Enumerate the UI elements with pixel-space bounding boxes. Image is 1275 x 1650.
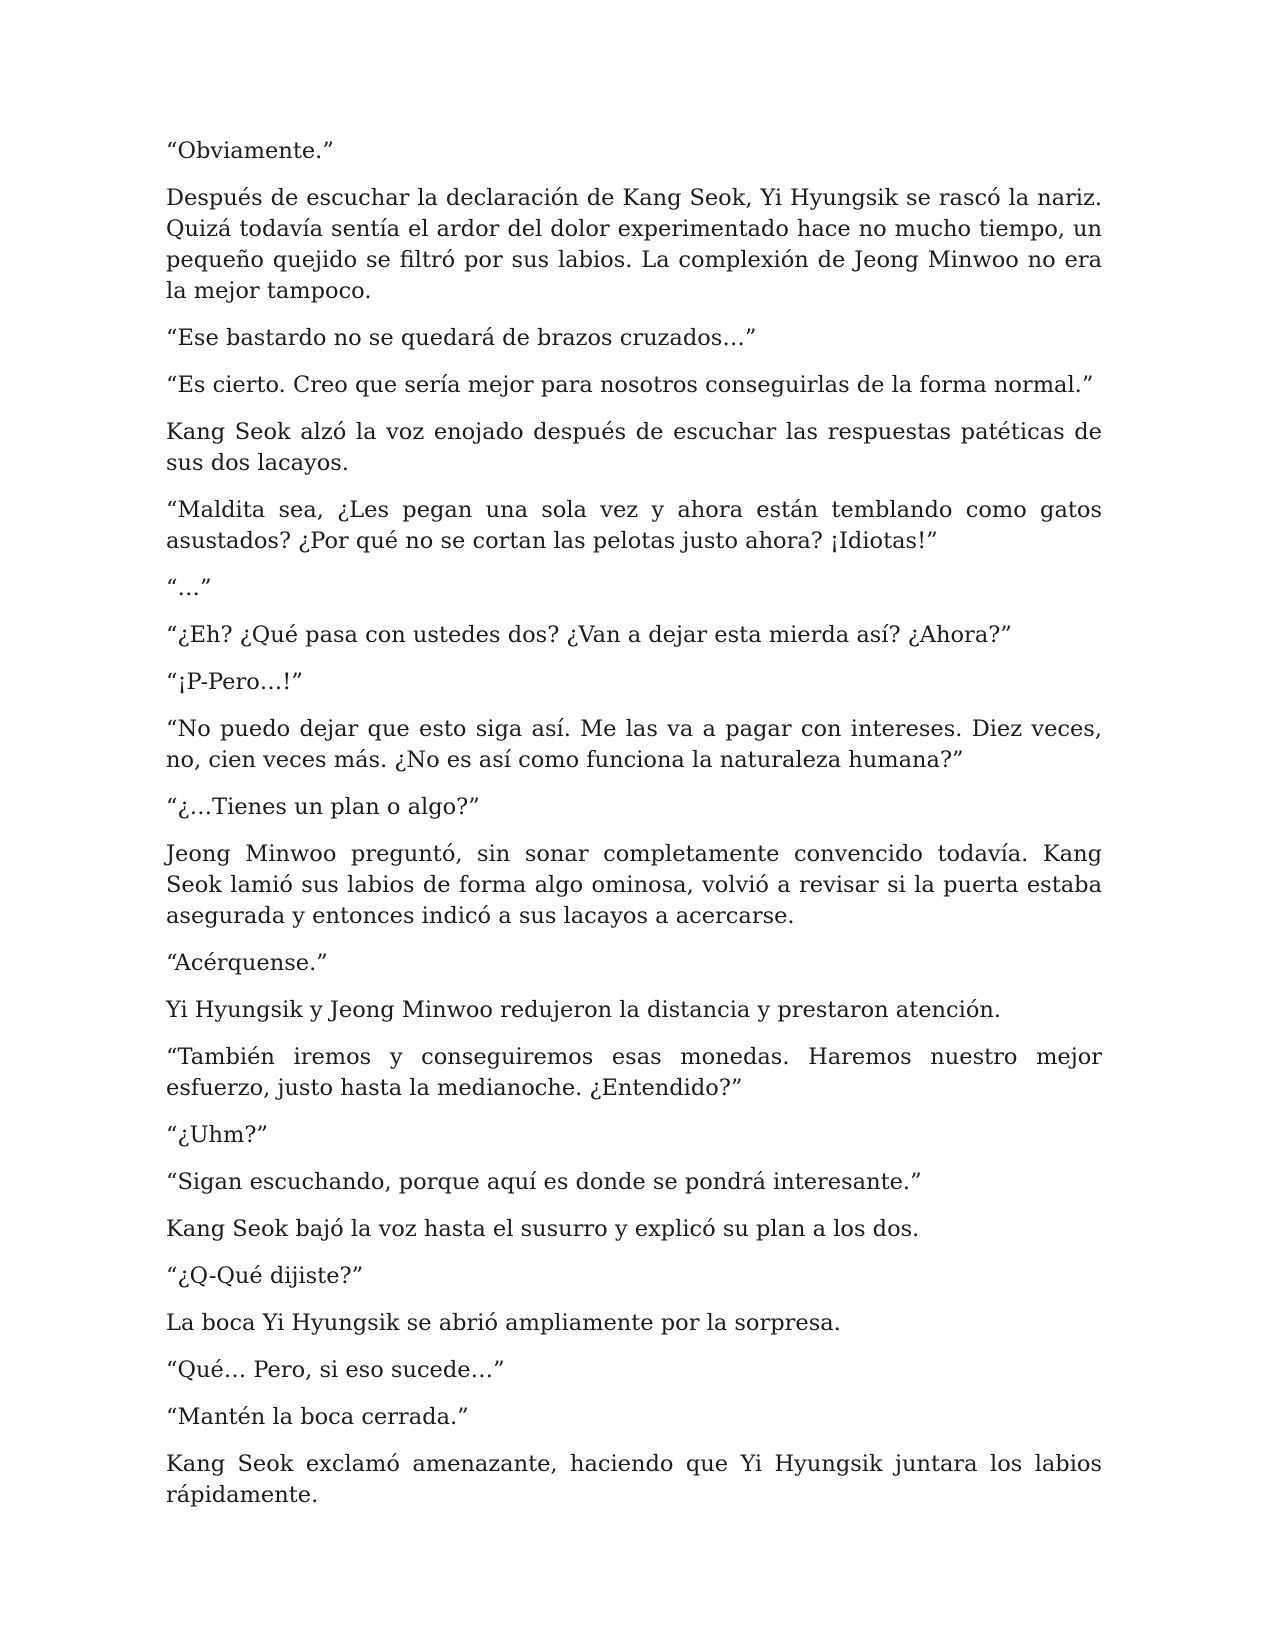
paragraph: “También iremos y conseguiremos esas monedas. Haremos nuestro mejor esfuerzo, justo hasta la medianoche. ¿Entendido?” <box>166 1044 1102 1101</box>
paragraph: “…” <box>166 575 212 601</box>
paragraph: “Mantén la boca cerrada.” <box>166 1404 469 1430</box>
paragraph: Kang Seok bajó la voz hasta el susurro y explicó su plan a los dos. <box>166 1216 920 1242</box>
paragraph: “¿…Tienes un plan o algo?” <box>166 794 480 820</box>
paragraph: “Obviamente.” <box>166 138 334 164</box>
paragraph: “Qué… Pero, si eso sucede…” <box>166 1357 505 1383</box>
paragraph: Kang Seok alzó la voz enojado después de escuchar las respuestas patéticas de sus dos lacayos. <box>166 419 1102 476</box>
paragraph: Jeong Minwoo preguntó, sin sonar completamente convencido todavía. Kang Seok lamió sus labios de forma algo ominosa, volvió a revisar si la puerta estaba asegurada y entonces indicó a sus lacayos a acercarse. <box>166 841 1102 929</box>
paragraph: “¡P-Pero…!” <box>166 669 303 695</box>
paragraph: “¿Q-Qué dijiste?” <box>166 1263 364 1289</box>
paragraph: “No puedo dejar que esto siga así. Me las va a pagar con intereses. Diez veces, no, cien veces más. ¿No es así como funciona la naturaleza humana?” <box>166 716 1102 773</box>
paragraph: La boca Yi Hyungsik se abrió ampliamente por la sorpresa. <box>166 1310 841 1336</box>
paragraph: “Es cierto. Creo que sería mejor para nosotros conseguirlas de la forma normal.” <box>166 372 1094 398</box>
document-page <box>166 136 1102 1527</box>
paragraph: Yi Hyungsik y Jeong Minwoo redujeron la distancia y prestaron atención. <box>166 997 1002 1023</box>
paragraph: “Sigan escuchando, porque aquí es donde se pondrá interesante.” <box>166 1169 922 1195</box>
paragraph: “Maldita sea, ¿Les pegan una sola vez y ahora están temblando como gatos asustados? ¿Por qué no se cortan las pelotas justo ahora? ¡Idiotas!” <box>166 497 1102 554</box>
paragraph: “¿Eh? ¿Qué pasa con ustedes dos? ¿Van a dejar esta mierda así? ¿Ahora?” <box>166 622 1012 648</box>
paragraph: “¿Uhm?” <box>166 1122 268 1148</box>
paragraph: “Ese bastardo no se quedará de brazos cruzados…” <box>166 325 757 351</box>
paragraph: “Acérquense.” <box>166 950 328 976</box>
paragraph: Kang Seok exclamó amenazante, haciendo que Yi Hyungsik juntara los labios rápidamente. <box>166 1451 1102 1508</box>
paragraph: Después de escuchar la declaración de Kang Seok, Yi Hyungsik se rascó la nariz. Quizá todavía sentía el ardor del dolor experimentado hace no mucho tiempo, un pequeño quejido se filtró por sus labios. La complexión de Jeong Minwoo no era la mejor tampoco. <box>166 185 1102 304</box>
